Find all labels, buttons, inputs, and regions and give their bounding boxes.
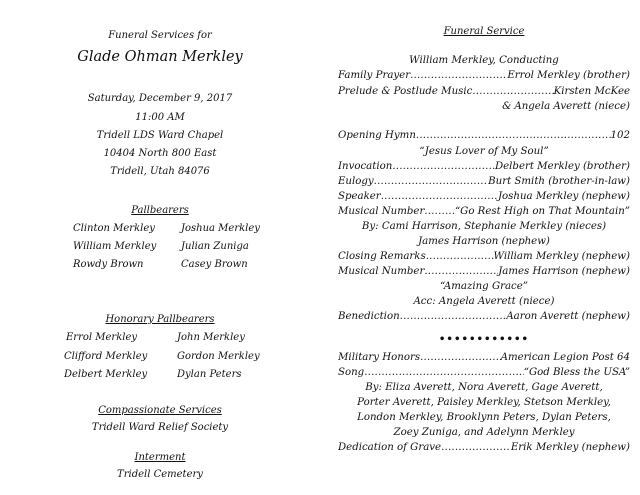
pallbearer-name: William Merkley: [73, 241, 157, 252]
conducting-line: William Merkley, Conducting: [409, 55, 559, 66]
program-row-benediction: Benediction ..... Aaron Averett (nephew): [338, 311, 630, 322]
interment-title: Interment: [134, 452, 186, 463]
program-row-opening-hymn: Opening Hymn ..... 102: [338, 130, 630, 141]
honorary-name: John Merkley: [177, 332, 245, 343]
program-row-military-honors: Military Honors ..... American Legion Post 64: [338, 352, 630, 363]
program-row-prelude: Prelude & Postlude Music ..... Kirsten McKee: [338, 86, 630, 97]
program-row-family-prayer: Family Prayer ..... Errol Merkley (brother): [338, 70, 630, 81]
musical-number-2-title: “Amazing Grace”: [440, 281, 528, 292]
pallbearer-name: Julian Zuniga: [181, 241, 249, 252]
musical-number-performers-cont: James Harrison (nephew): [418, 236, 550, 247]
compassionate-title: Compassionate Services: [98, 405, 222, 416]
section-separator: ••••••••••••: [438, 333, 530, 345]
pallbearer-name: Clinton Merkley: [73, 223, 155, 234]
program-row-dedication: Dedication of Grave ..... Erik Merkley (nephew): [338, 442, 630, 453]
song-performers: By: Eliza Averett, Nora Averett, Gage Averett,: [365, 382, 603, 393]
venue-street: 10404 North 800 East: [103, 148, 217, 159]
venue-city: Tridell, Utah 84076: [110, 166, 210, 177]
honorary-name: Delbert Merkley: [64, 369, 148, 380]
program-row-eulogy: Eulogy ..... Burt Smith (brother-in-law): [338, 176, 630, 187]
song-performers: London Merkley, Brooklynn Peters, Dylan Peters,: [357, 412, 611, 423]
musical-number-performers: By: Cami Harrison, Stephanie Merkley (nieces): [361, 221, 607, 232]
funeral-service-heading: Funeral Service: [443, 26, 525, 37]
honorary-name: Gordon Merkley: [177, 351, 260, 362]
program-row-speaker: Speaker ..... Joshua Merkley (nephew): [338, 191, 630, 202]
program-row-invocation: Invocation ..... Delbert Merkley (brother): [338, 161, 630, 172]
song-performers: Porter Averett, Paisley Merkley, Stetson Merkley,: [357, 397, 611, 408]
program-row-song: Song ..... “God Bless the USA”: [338, 367, 630, 378]
service-venue: Tridell LDS Ward Chapel: [96, 130, 224, 141]
services-heading: Funeral Services for: [108, 30, 212, 41]
service-date: Saturday, December 9, 2017: [87, 93, 233, 104]
interment-text: Tridell Cemetery: [117, 469, 203, 480]
song-performers: Zoey Zuniga, and Adelynn Merkley: [393, 427, 575, 438]
honorary-title: Honorary Pallbearers: [105, 314, 215, 325]
musical-number-2-accompanist: Acc: Angela Averett (niece): [413, 296, 555, 307]
deceased-name: Glade Ohman Merkley: [77, 49, 243, 65]
service-time: 11:00 AM: [135, 112, 185, 123]
honorary-name: Clifford Merkley: [64, 351, 148, 362]
compassionate-text: Tridell Ward Relief Society: [91, 422, 229, 433]
prelude-continuation: & Angela Averett (niece): [502, 101, 630, 112]
opening-hymn-title: “Jesus Lover of My Soul”: [419, 146, 549, 157]
pallbearer-name: Casey Brown: [181, 259, 248, 270]
program-row-musical-number-2: Musical Number ..... James Harrison (nephew): [338, 266, 630, 277]
program-row-closing-remarks: Closing Remarks ..... William Merkley (nephew): [338, 251, 630, 262]
pallbearers-title: Pallbearers: [131, 205, 189, 216]
pallbearer-name: Joshua Merkley: [181, 223, 260, 234]
honorary-name: Dylan Peters: [177, 369, 242, 380]
honorary-name: Errol Merkley: [66, 332, 138, 343]
program-row-musical-number: Musical Number ..... “Go Rest High on That Mountain”: [338, 206, 630, 217]
pallbearer-name: Rowdy Brown: [73, 259, 144, 270]
